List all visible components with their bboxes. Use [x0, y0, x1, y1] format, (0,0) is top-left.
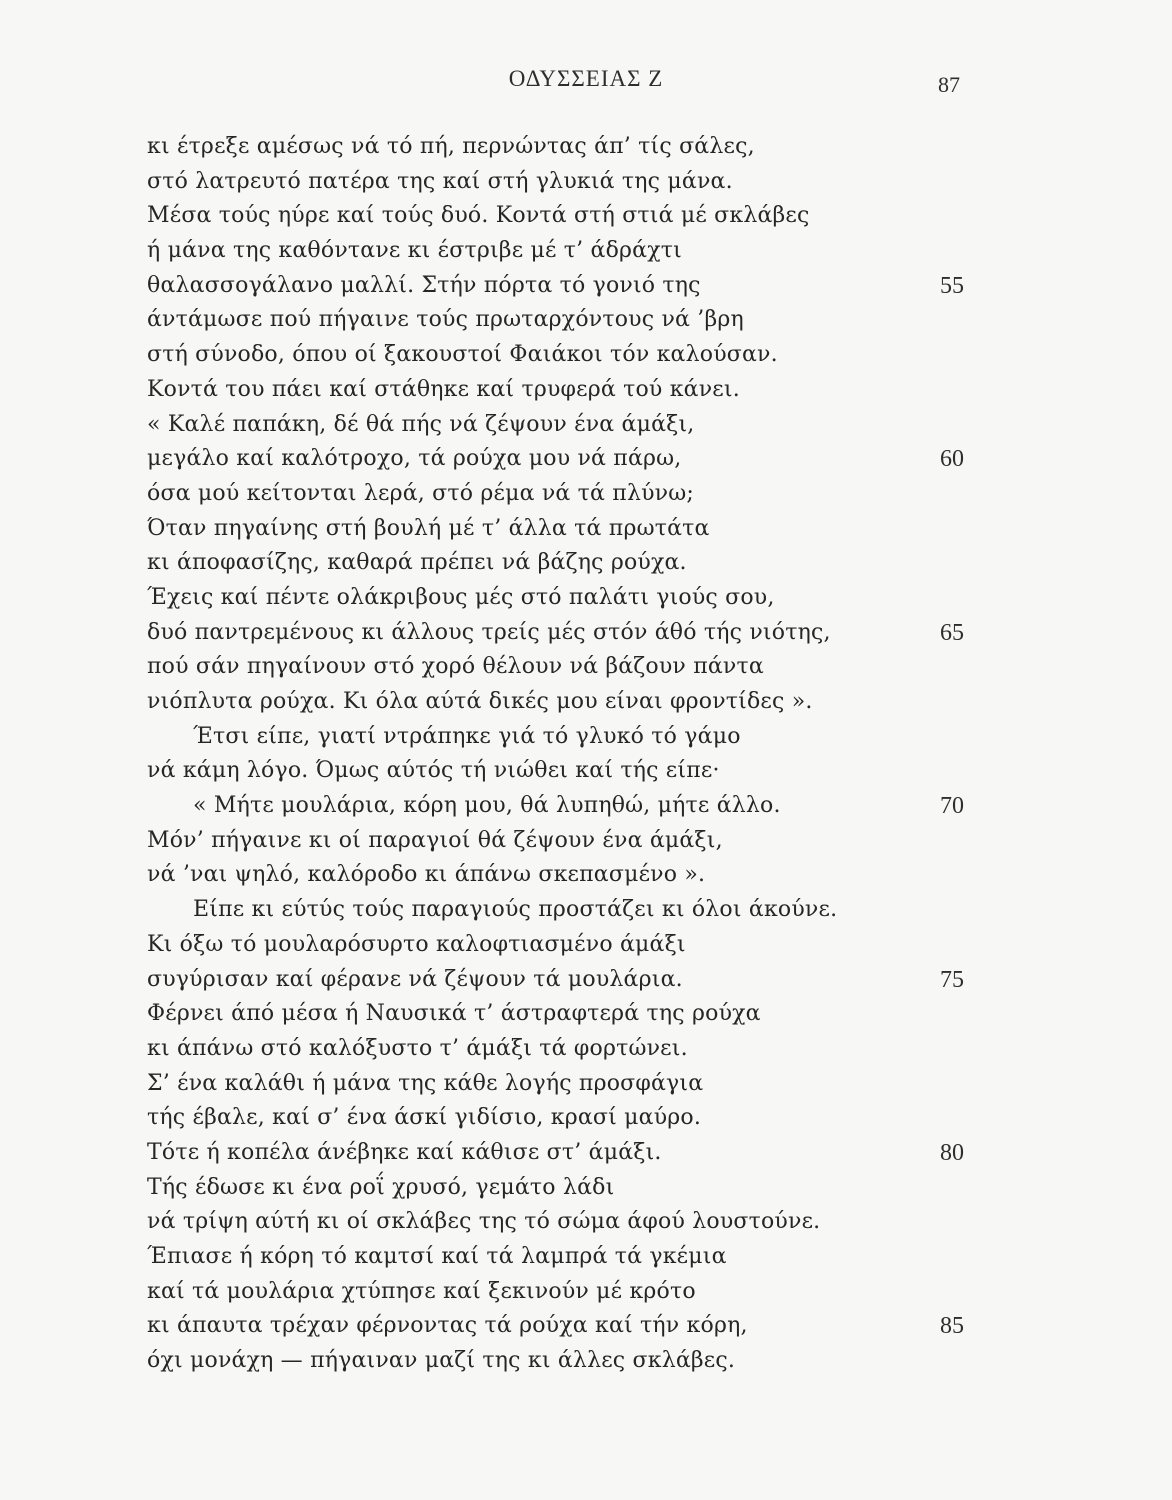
verse-line [0, 442, 1172, 477]
verse-text: Όταν πηγαίνης στή βουλή μέ τ’ άλλα τά πρωτάτα [147, 515, 710, 541]
running-title: ΟΔΥΣΣΕΙΑΣ Ζ [508, 66, 664, 91]
verse-text: πού σάν πηγαίνουν στό χορό θέλουν νά βάζουν πάντα [147, 654, 764, 680]
verse-line [0, 1032, 1172, 1067]
verse-text: νιόπλυτα ρούχα. Κι όλα αύτά δικές μου είναι φροντίδες ». [147, 689, 813, 714]
verse-line [0, 1240, 1172, 1275]
verse-line [0, 1067, 1172, 1102]
line-number: 55 [940, 272, 964, 299]
verse-text: νά τρίψη αύτή κι οί σκλάβες της τό σώμα άφού λουστούνε. [147, 1209, 821, 1235]
verse-line [0, 789, 1172, 824]
verse-text: Έχεις καί πέντε ολάκριβους μές στό παλάτι γιούς σου, [147, 584, 775, 610]
verse-text: ή μάνα της καθόντανε κι έστριβε μέ τ’ άδράχτι [147, 238, 682, 264]
verse-line [0, 408, 1172, 443]
verse-text: « Μήτε μουλάρια, κόρη μου, θά λυπηθώ, μήτε άλλο. [193, 793, 781, 819]
verse-line [0, 720, 1172, 755]
verse-line [0, 338, 1172, 373]
verse-text: Φέρνει άπό μέσα ή Ναυσικά τ’ άστραφτερά της ρούχα [147, 1001, 761, 1027]
verse-text: μεγάλο καί καλότροχο, τά ρούχα μου νά πάρω, [147, 446, 682, 472]
verse-line [0, 130, 1172, 165]
verse-line [0, 1309, 1172, 1344]
verse-line [0, 199, 1172, 234]
line-number: 75 [940, 966, 964, 993]
verse-line [0, 512, 1172, 547]
verse-line [0, 303, 1172, 338]
verse-text: « Καλέ παπάκη, δέ θά πής νά ζέψουν ένα άμάξι, [147, 411, 695, 437]
verse-text: Είπε κι εύτύς τούς παραγιούς προστάζει κι όλοι άκούνε. [193, 897, 838, 923]
verse-text: Τής έδωσε κι ένα ροΐ χρυσό, γεμάτο λάδι [147, 1174, 615, 1200]
verse-text: καί τά μουλάρια χτύπησε καί ξεκινούν μέ κρότο [147, 1278, 696, 1304]
verse-line [0, 754, 1172, 789]
verse-text: στή σύνοδο, όπου οί ξακουστοί Φαιάκοι τόν καλούσαν. [147, 342, 778, 368]
verse-line [0, 1101, 1172, 1136]
verse-line [0, 963, 1172, 998]
verse-line [0, 858, 1172, 893]
verse-block [0, 130, 1172, 1379]
verse-text: νά ’ναι ψηλό, καλόροδο κι άπάνω σκεπασμένο ». [147, 862, 706, 888]
verse-text: άντάμωσε πού πήγαινε τούς πρωταρχόντους νά ’βρη [147, 307, 744, 333]
verse-text: στό λατρευτό πατέρα της καί στή γλυκιά της μάνα. [147, 168, 733, 194]
verse-line [0, 373, 1172, 408]
verse-text: δυό παντρεμένους κι άλλους τρείς μές στόν άθό τής νιότης, [147, 619, 831, 645]
verse-text: όσα μού κείτονται λερά, στό ρέμα νά τά πλύνω; [147, 480, 695, 506]
page-number: 87 [938, 72, 960, 97]
line-number: 60 [940, 446, 964, 473]
verse-line [0, 1136, 1172, 1171]
line-number: 85 [940, 1313, 964, 1340]
verse-line [0, 824, 1172, 859]
verse-text: κι άποφασίζης, καθαρά πρέπει νά βάζης ρούχα. [147, 550, 687, 576]
verse-line [0, 928, 1172, 963]
verse-line [0, 269, 1172, 304]
verse-text: όχι μονάχη — πήγαιναν μαζί της κι άλλες σκλάβες. [147, 1348, 736, 1374]
verse-text: Έπιασε ή κόρη τό καμτσί καί τά λαμπρά τά γκέμια [147, 1244, 727, 1269]
verse-text: Έτσι είπε, γιατί ντράπηκε γιά τό γλυκό τό γάμο [193, 723, 741, 749]
verse-text: κι άπάνω στό καλόξυστο τ’ άμάξι τά φορτώνει. [147, 1035, 688, 1061]
verse-text: Μέσα τούς ηύρε καί τούς δυό. Κοντά στή στιά μέ σκλάβες [147, 203, 810, 229]
verse-line [0, 165, 1172, 200]
verse-text: Τότε ή κοπέλα άνέβηκε καί κάθισε στ’ άμάξι. [147, 1139, 662, 1165]
verse-line [0, 1275, 1172, 1310]
verse-text: Κι όξω τό μουλαρόσυρτο καλοφτιασμένο άμάξι [147, 931, 686, 957]
verse-text: Μόν’ πήγαινε κι οί παραγιοί θά ζέψουν ένα άμάξι, [147, 827, 723, 853]
verse-line [0, 616, 1172, 651]
line-number: 70 [940, 793, 964, 820]
verse-text: νά κάμη λόγο. Όμως αύτός τή νιώθει καί τής είπε· [147, 758, 720, 784]
verse-line [0, 685, 1172, 720]
verse-text: κι άπαυτα τρέχαν φέρνοντας τά ρούχα καί τήν κόρη, [147, 1313, 748, 1339]
line-number: 65 [940, 619, 964, 646]
verse-line [0, 1171, 1172, 1206]
verse-line [0, 1205, 1172, 1240]
verse-text: τής έβαλε, καί σ’ ένα άσκί γιδίσιο, κρασί μαύρο. [147, 1105, 702, 1131]
verse-line [0, 477, 1172, 512]
line-number: 80 [940, 1139, 964, 1166]
verse-line [0, 1344, 1172, 1379]
verse-text: Κοντά του πάει καί στάθηκε καί τρυφερά τού κάνει. [147, 376, 740, 402]
verse-line [0, 234, 1172, 269]
verse-line [0, 997, 1172, 1032]
verse-text: Σ’ ένα καλάθι ή μάνα της κάθε λογής προσφάγια [147, 1070, 704, 1096]
verse-line [0, 893, 1172, 928]
verse-line [0, 581, 1172, 616]
verse-line [0, 650, 1172, 685]
verse-text: συγύρισαν καί φέρανε νά ζέψουν τά μουλάρια. [147, 966, 683, 992]
verse-line [0, 546, 1172, 581]
verse-text: κι έτρεξε αμέσως νά τό πή, περνώντας άπ’ τίς σάλες, [147, 134, 755, 159]
verse-text: θαλασσογάλανο μαλλί. Στήν πόρτα τό γονιό της [147, 272, 701, 298]
